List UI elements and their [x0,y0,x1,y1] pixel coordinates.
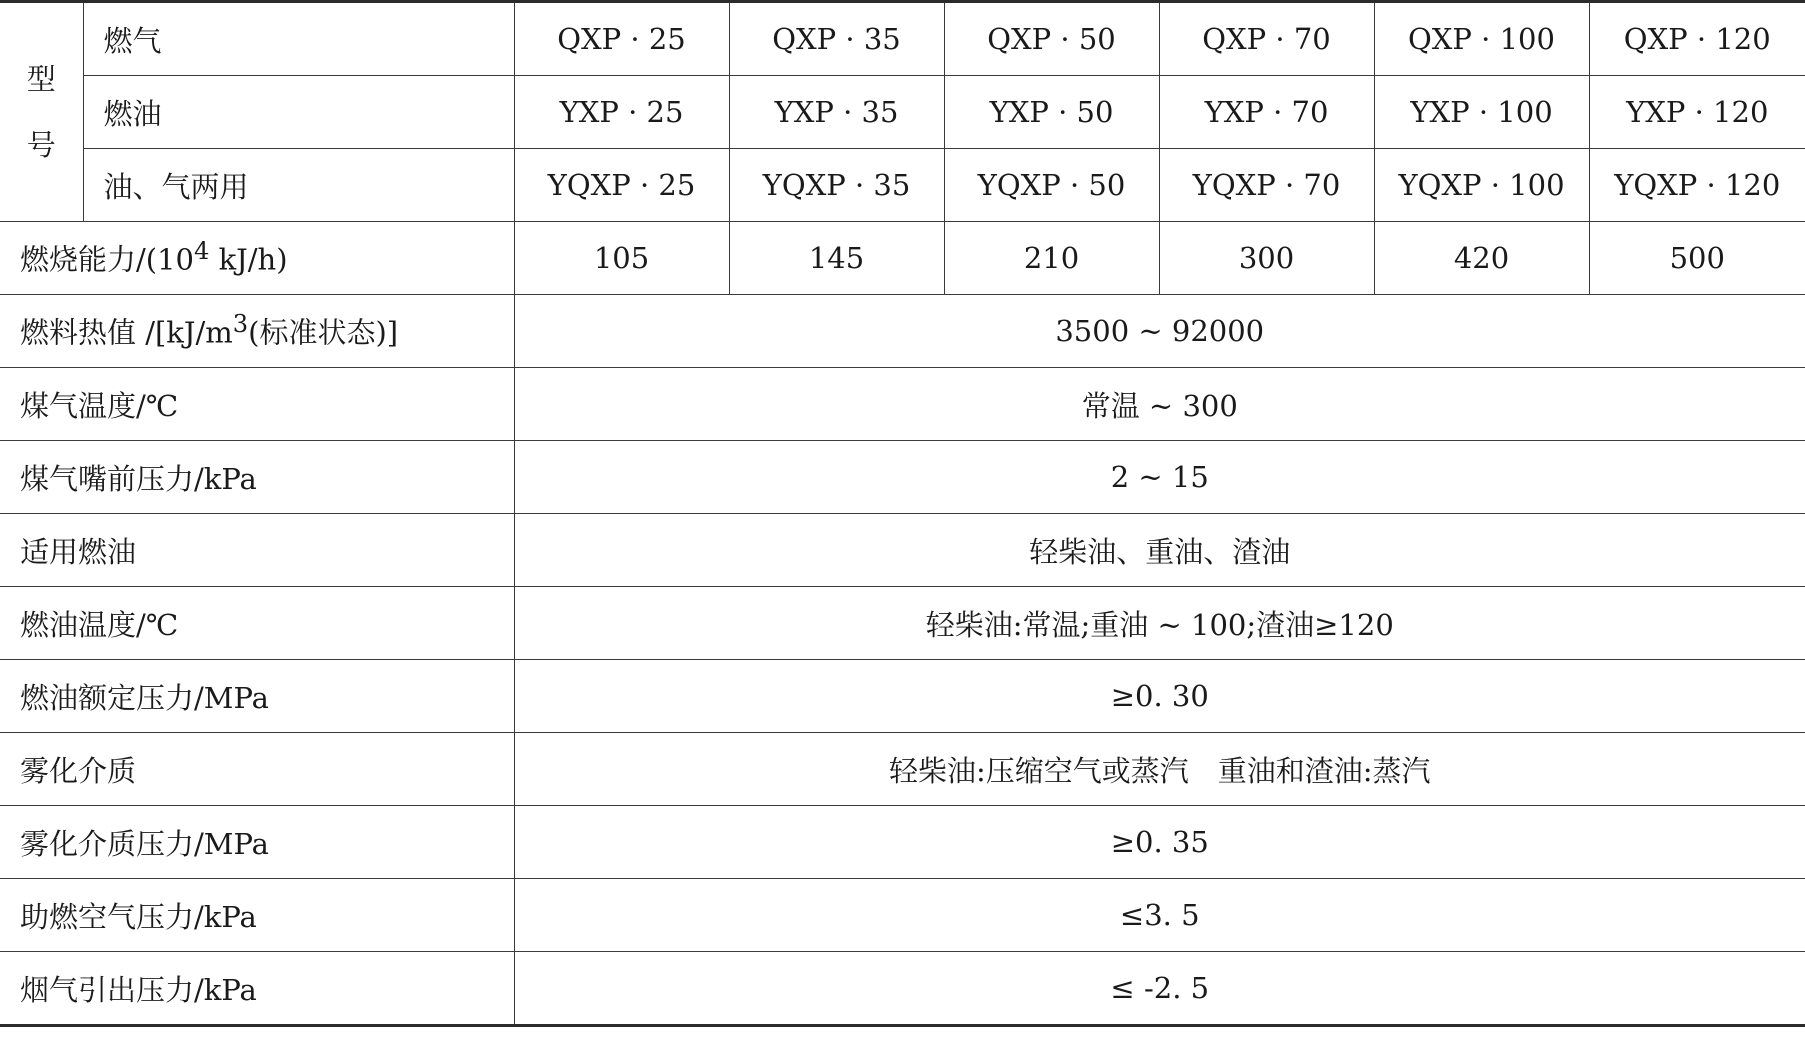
model-cell: YQXP · 70 [1159,149,1374,222]
model-cell: QXP · 25 [514,2,729,76]
model-cell: YXP · 25 [514,76,729,149]
fuel-type-label: 燃油 [83,76,514,149]
capacity-label: 燃烧能力$/(10^4$ kJ/h) [0,222,514,295]
model-label-bottom: 号 [26,128,56,162]
capacity-value: 420 [1374,222,1589,295]
spec-row [0,952,1805,1026]
model-cell: QXP · 120 [1589,2,1805,76]
spec-label: 煤气嘴前压力/kPa [0,441,514,514]
model-cell: YQXP · 50 [944,149,1159,222]
model-cell: YXP · 35 [729,76,944,149]
fuel-type-label: 油、气两用 [83,149,514,222]
heating-value-label: 燃料热值 $/[kJ/m^3$(标准状态)] [0,295,514,368]
spec-label: 雾化介质 [0,733,514,806]
spec-value: 轻柴油、重油、渣油 [514,514,1805,587]
model-cell: QXP · 50 [944,2,1159,76]
spec-row [0,733,1805,806]
model-row-dual [0,149,1805,222]
spec-label: 适用燃油 [0,514,514,587]
capacity-value: 500 [1589,222,1805,295]
spec-row [0,514,1805,587]
capacity-row [0,222,1805,295]
capacity-value: 300 [1159,222,1374,295]
model-row-gas [0,2,1805,76]
spec-label: 雾化介质压力/MPa [0,806,514,879]
model-cell: YXP · 120 [1589,76,1805,149]
model-header-cell [0,2,83,222]
model-cell: YXP · 70 [1159,76,1374,149]
heating-value-row [0,295,1805,368]
spec-label: 煤气温度/℃ [0,368,514,441]
model-cell: QXP · 70 [1159,2,1374,76]
heating-value-value: 3500 ~ 92000 [514,295,1805,368]
model-row-oil [0,76,1805,149]
spec-row [0,368,1805,441]
spec-row [0,879,1805,952]
spec-row [0,441,1805,514]
model-label-top: 型 [26,62,56,96]
model-cell: YXP · 50 [944,76,1159,149]
model-cell: QXP · 100 [1374,2,1589,76]
model-cell: YQXP · 120 [1589,149,1805,222]
spec-label: 助燃空气压力/kPa [0,879,514,952]
model-cell: QXP · 35 [729,2,944,76]
spec-value: 2 ~ 15 [514,441,1805,514]
spec-label: 燃油温度/℃ [0,587,514,660]
spec-value: ≥0. 35 [514,806,1805,879]
spec-row [0,806,1805,879]
spec-label: 燃油额定压力/MPa [0,660,514,733]
model-cell: YQXP · 35 [729,149,944,222]
model-cell: YXP · 100 [1374,76,1589,149]
spec-value: 轻柴油:压缩空气或蒸汽 重油和渣油:蒸汽 [514,733,1805,806]
spec-value: ≥0. 30 [514,660,1805,733]
spec-value: ≤3. 5 [514,879,1805,952]
spec-row [0,587,1805,660]
spec-value: ≤ -2. 5 [514,952,1805,1026]
model-cell: YQXP · 100 [1374,149,1589,222]
capacity-value: 210 [944,222,1159,295]
fuel-type-label: 燃气 [83,2,514,76]
model-cell: YQXP · 25 [514,149,729,222]
spec-row [0,660,1805,733]
capacity-value: 145 [729,222,944,295]
spec-value: 轻柴油:常温;重油 ~ 100;渣油≥120 [514,587,1805,660]
spec-value: 常温 ~ 300 [514,368,1805,441]
spec-label: 烟气引出压力/kPa [0,952,514,1026]
capacity-value: 105 [514,222,729,295]
